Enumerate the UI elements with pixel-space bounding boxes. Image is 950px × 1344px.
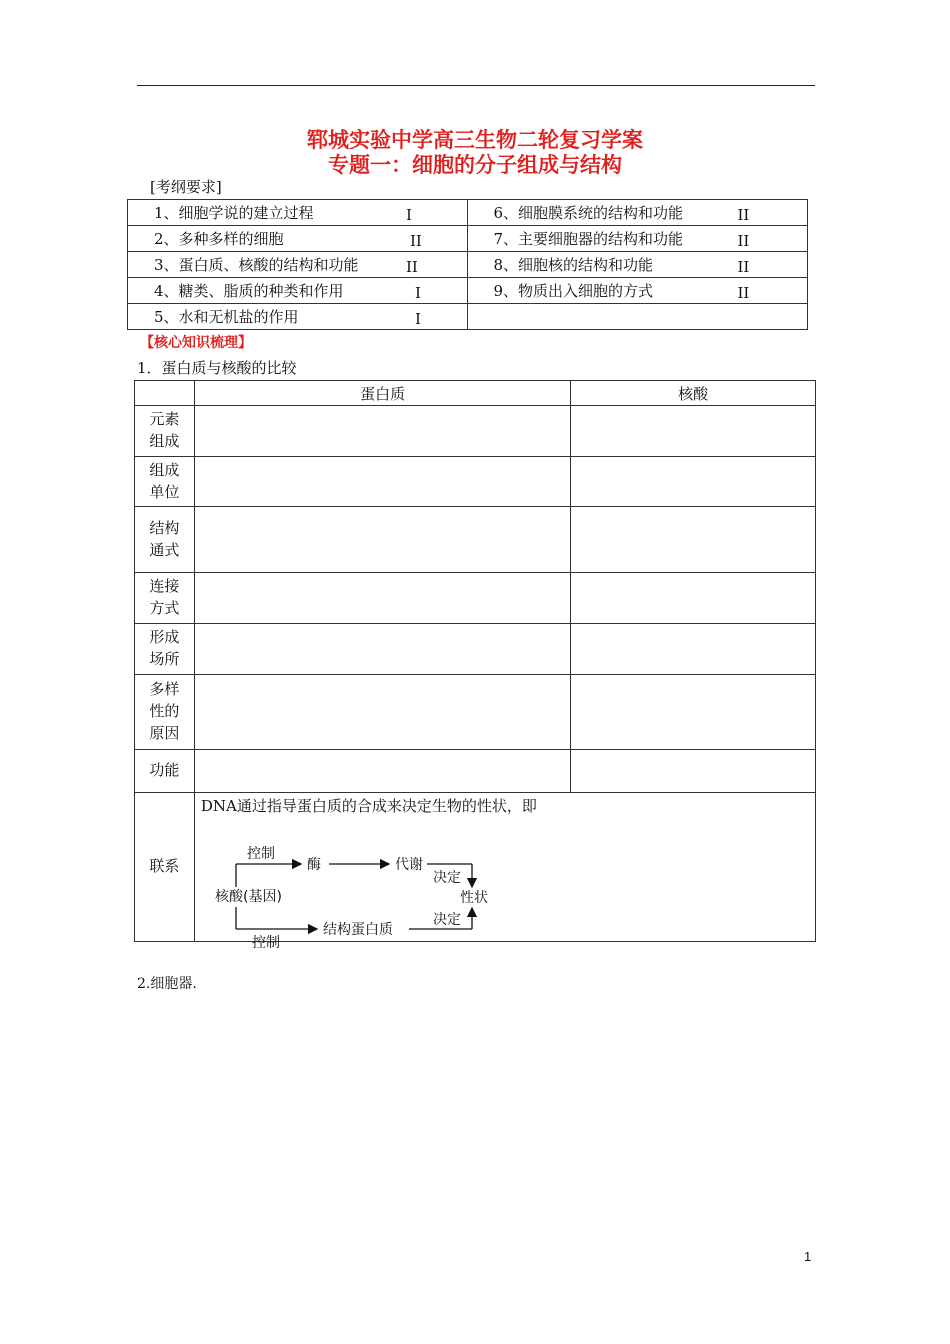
page-number: 1 [804, 1249, 812, 1264]
link-text: DNA通过指导蛋白质的合成来决定生物的性状，即 [200, 797, 537, 815]
diagram-enzyme: 酶 [306, 857, 321, 873]
row-label: 元素 [149, 410, 180, 429]
req-level: II [737, 258, 750, 276]
table-row [128, 200, 808, 226]
row-label: 组成 [149, 460, 180, 479]
req-item: 7、主要细胞器的结构和功能 [493, 230, 684, 248]
diagram-control-top: 控制 [246, 846, 275, 862]
cell-protein [194, 406, 570, 457]
row-label: 方式 [149, 599, 180, 617]
table-row [135, 624, 816, 675]
row-label: 原因 [149, 723, 180, 742]
req-level: II [737, 206, 750, 224]
page-subtitle: 专题一：细胞的分子组成与结构 [328, 153, 622, 177]
req-item: 5、水和无机盐的作用 [154, 308, 299, 326]
diagram-nucleic-gene: 核酸(基因) [214, 889, 282, 905]
req-item: 6、细胞膜系统的结构和功能 [493, 204, 684, 222]
diagram-structural-protein: 结构蛋白质 [322, 922, 393, 938]
row-label: 性的 [149, 702, 180, 721]
col-header-nucleic: 核酸 [571, 381, 816, 406]
cell-nucleic [571, 573, 816, 624]
row-label: 多样 [149, 680, 180, 699]
req-item: 3、蛋白质、核酸的结构和功能 [154, 256, 359, 274]
req-level: I [415, 310, 421, 328]
cell-protein [194, 675, 570, 750]
diagram-control-bottom: 控制 [251, 935, 280, 951]
req-level: II [737, 284, 750, 302]
diagram-metabolism: 代谢 [394, 857, 423, 873]
col-header-protein: 蛋白质 [194, 381, 570, 406]
cell-nucleic [571, 507, 816, 573]
diagram-trait: 性状 [459, 890, 488, 906]
page-title: 郓城实验中学高三生物二轮复习学案 [307, 128, 643, 152]
req-level: I [415, 284, 421, 302]
table-row [135, 750, 816, 793]
cell-protein [194, 750, 570, 793]
row-label: 组成 [149, 432, 180, 450]
row-label: 结构 [149, 518, 180, 537]
row-label: 形成 [149, 628, 180, 647]
table-row [128, 226, 808, 252]
core-label: 【核心知识梳理】 [140, 335, 252, 351]
table-row-link [135, 793, 816, 942]
req-item: 4、糖类、脂质的种类和作用 [154, 282, 344, 300]
row-label: 通式 [149, 540, 180, 559]
row-label: 场所 [149, 650, 180, 668]
table-row [128, 252, 808, 278]
row-label: 功能 [149, 761, 180, 780]
cell-nucleic [571, 675, 816, 750]
table-row [128, 278, 808, 304]
section-heading: 2.细胞器. [137, 976, 197, 992]
comparison-table [134, 380, 816, 951]
header-rule [137, 85, 815, 86]
row-label: 单位 [149, 482, 180, 501]
req-level: I [406, 206, 412, 224]
cell-nucleic [571, 457, 816, 507]
table-row [135, 573, 816, 624]
row-label: 连接 [149, 577, 180, 596]
cell-protein [194, 457, 570, 507]
table-row [135, 457, 816, 507]
requirements-table [127, 199, 808, 330]
cell-nucleic [571, 750, 816, 793]
gene-expression-diagram [209, 816, 509, 951]
table-row [135, 675, 816, 750]
req-level: II [410, 232, 422, 250]
table-row [128, 304, 808, 330]
req-item: 1、细胞学说的建立过程 [154, 204, 314, 222]
req-item: 8、细胞核的结构和功能 [493, 256, 654, 274]
table-row [135, 406, 816, 457]
cell-protein [194, 507, 570, 573]
row-label: 联系 [135, 793, 195, 942]
cell-nucleic [571, 624, 816, 675]
cell-protein [194, 624, 570, 675]
section-heading: 1．蛋白质与核酸的比较 [137, 359, 297, 377]
diagram-decide-top: 决定 [432, 870, 461, 886]
requirements-label: [考纲要求] [150, 178, 222, 196]
req-level: II [737, 232, 750, 250]
req-item: 9、物质出入细胞的方式 [493, 282, 654, 300]
diagram-decide-bottom: 决定 [432, 912, 461, 928]
cell-nucleic [571, 406, 816, 457]
cell-protein [194, 573, 570, 624]
table-row [135, 507, 816, 573]
table-header-row [135, 381, 816, 406]
req-level: II [406, 258, 418, 276]
req-item: 2、多种多样的细胞 [154, 230, 284, 248]
